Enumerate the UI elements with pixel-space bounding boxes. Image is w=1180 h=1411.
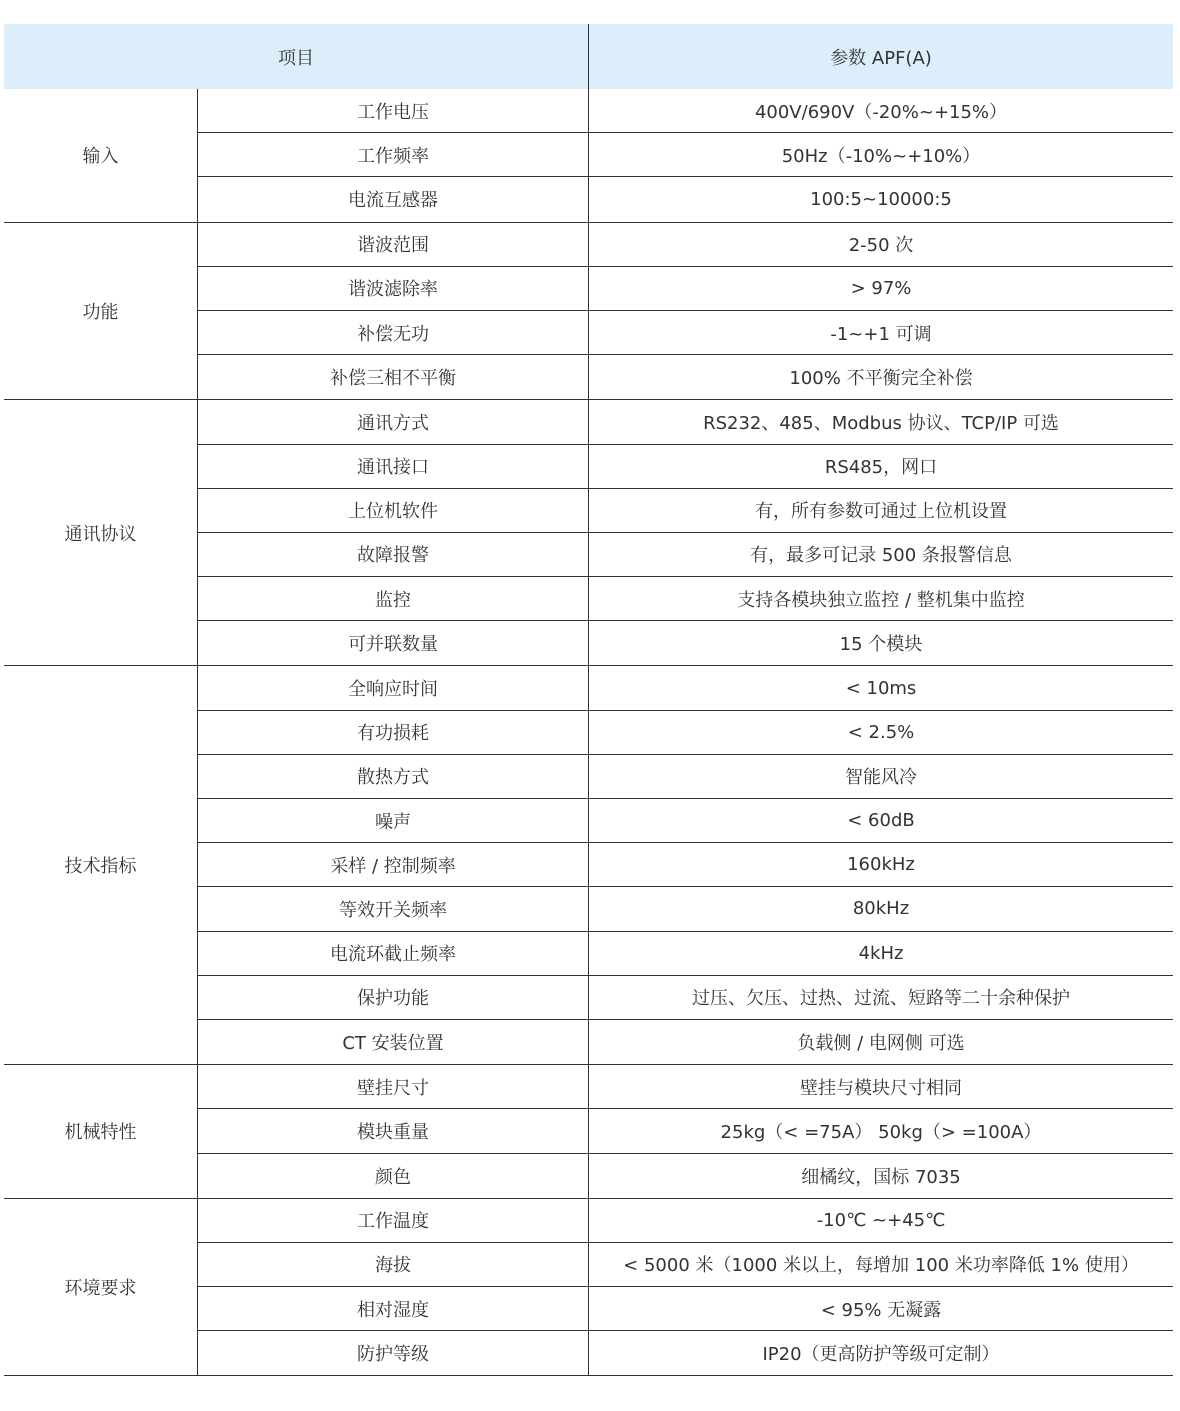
table-row	[198, 267, 1173, 311]
table-row	[198, 1109, 1173, 1153]
group-rows	[198, 223, 1173, 400]
row-value: RS232、485、Modbus 协议、TCP/IP 可选	[703, 412, 1059, 434]
row-value: > 97%	[850, 277, 912, 299]
group-rows	[198, 666, 1173, 1064]
row-item: 补偿无功	[198, 311, 589, 354]
table-group	[4, 1199, 1173, 1377]
table-row	[198, 1287, 1173, 1331]
row-value: 过压、欠压、过热、过流、短路等二十余种保护	[692, 988, 1070, 1010]
group-rows	[198, 1065, 1173, 1198]
row-item: 工作电压	[198, 89, 589, 132]
row-value: 160kHz	[847, 854, 915, 876]
table-row	[198, 133, 1173, 177]
row-item: 上位机软件	[198, 489, 589, 532]
table-body	[4, 89, 1173, 1376]
row-value: 有，最多可记录 500 条报警信息	[750, 545, 1012, 567]
row-value: RS485，网口	[824, 457, 938, 479]
row-value: IP20（更高防护等级可定制）	[762, 1344, 1000, 1366]
row-item: 通讯方式	[198, 400, 589, 443]
row-item: 补偿三相不平衡	[198, 355, 589, 399]
row-item: 可并联数量	[198, 621, 589, 665]
row-value: 4kHz	[858, 942, 904, 964]
row-value: 细橘纹，国标 7035	[801, 1166, 961, 1188]
table-group	[4, 400, 1173, 666]
group-label: 机械特性	[4, 1065, 198, 1198]
row-value: 15 个模块	[839, 634, 923, 656]
row-value: 智能风冷	[845, 767, 917, 789]
table-row	[198, 177, 1173, 221]
table-row	[198, 311, 1173, 355]
row-item: CT 安装位置	[198, 1020, 589, 1064]
row-value: < 60dB	[847, 810, 915, 832]
group-label: 环境要求	[4, 1199, 198, 1376]
table-row	[198, 1243, 1173, 1287]
group-rows	[198, 89, 1173, 222]
row-item: 电流环截止频率	[198, 932, 589, 975]
row-value: 2-50 次	[848, 235, 914, 257]
row-value: 100:5~10000:5	[810, 188, 952, 210]
table-row	[198, 400, 1173, 444]
row-item: 防护等级	[198, 1331, 589, 1375]
table-row	[198, 1065, 1173, 1109]
header-item: 项目	[4, 24, 589, 89]
table-row	[198, 1331, 1173, 1375]
table-row	[198, 1199, 1173, 1243]
row-value: 50Hz（-10%~+10%）	[781, 145, 981, 167]
table-group	[4, 223, 1173, 401]
row-item: 海拔	[198, 1243, 589, 1286]
table-group	[4, 89, 1173, 223]
row-value: < 5000 米（1000 米以上，每增加 100 米功率降低 1% 使用）	[623, 1255, 1139, 1277]
table-row	[198, 445, 1173, 489]
row-value: 25kg（< =75A） 50kg（> =100A）	[720, 1121, 1042, 1143]
group-label: 功能	[4, 223, 198, 400]
row-item: 工作温度	[198, 1199, 589, 1242]
row-item: 故障报警	[198, 533, 589, 576]
row-value: < 95% 无凝露	[820, 1299, 942, 1321]
table-group	[4, 1065, 1173, 1199]
table-row	[198, 533, 1173, 577]
row-value: -10℃ ~+45℃	[816, 1209, 946, 1231]
row-value: 有，所有参数可通过上位机设置	[755, 501, 1007, 523]
table-row	[198, 799, 1173, 843]
table-row	[198, 976, 1173, 1020]
group-label: 技术指标	[4, 666, 198, 1064]
table-row	[198, 355, 1173, 399]
table-row	[198, 843, 1173, 887]
spec-table	[4, 24, 1173, 1376]
group-rows	[198, 400, 1173, 665]
table-row	[198, 89, 1173, 133]
row-value: 100% 不平衡完全补偿	[789, 368, 973, 390]
table-row	[198, 711, 1173, 755]
table-header	[4, 24, 1173, 89]
row-value: < 2.5%	[847, 721, 915, 743]
row-value: 负载侧 / 电网侧 可选	[797, 1033, 965, 1055]
table-row	[198, 1154, 1173, 1198]
table-row	[198, 489, 1173, 533]
row-item: 工作频率	[198, 133, 589, 176]
row-item: 散热方式	[198, 755, 589, 798]
row-item: 壁挂尺寸	[198, 1065, 589, 1108]
row-value: < 10ms	[845, 677, 917, 699]
group-rows	[198, 1199, 1173, 1376]
group-label: 输入	[4, 89, 198, 222]
group-label: 通讯协议	[4, 400, 198, 665]
row-item: 颜色	[198, 1154, 589, 1198]
table-row	[198, 1020, 1173, 1064]
table-row	[198, 755, 1173, 799]
table-row	[198, 577, 1173, 621]
row-value: 400V/690V（-20%~+15%）	[754, 101, 1008, 123]
table-row	[198, 887, 1173, 931]
row-item: 全响应时间	[198, 666, 589, 709]
row-value: 支持各模块独立监控 / 整机集中监控	[737, 589, 1025, 611]
table-row	[198, 621, 1173, 665]
row-value: -1~+1 可调	[830, 323, 932, 345]
row-value: 80kHz	[852, 898, 910, 920]
row-item: 通讯接口	[198, 445, 589, 488]
table-group	[4, 666, 1173, 1065]
header-param: 参数 APF(A)	[830, 47, 932, 69]
row-item: 保护功能	[198, 976, 589, 1019]
row-item: 监控	[198, 577, 589, 620]
table-row	[198, 223, 1173, 267]
row-item: 电流互感器	[198, 177, 589, 221]
row-item: 等效开关频率	[198, 887, 589, 930]
row-item: 有功损耗	[198, 711, 589, 754]
row-item: 谐波范围	[198, 223, 589, 266]
row-value: 壁挂与模块尺寸相同	[800, 1077, 962, 1099]
table-row	[198, 666, 1173, 710]
row-item: 噪声	[198, 799, 589, 842]
row-item: 采样 / 控制频率	[198, 843, 589, 886]
table-row	[198, 932, 1173, 976]
row-item: 相对湿度	[198, 1287, 589, 1330]
row-item: 谐波滤除率	[198, 267, 589, 310]
row-item: 模块重量	[198, 1109, 589, 1152]
